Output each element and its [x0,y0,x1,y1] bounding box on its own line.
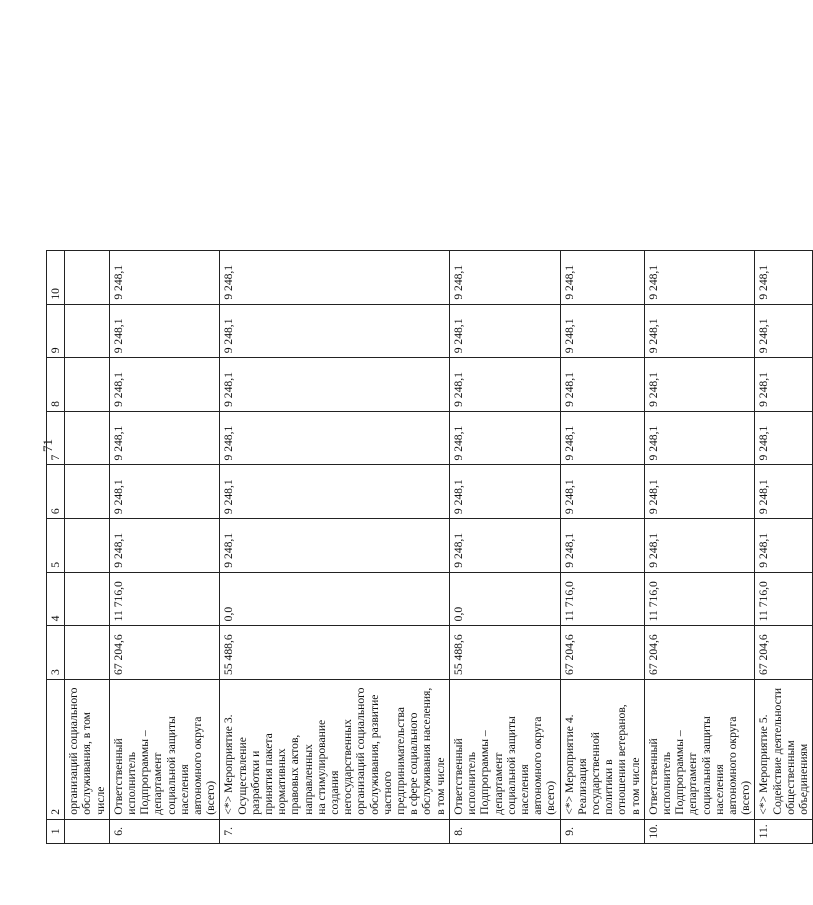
cell-value: 9 248,1 [755,411,813,465]
cell-value: 67 204,6 [755,626,813,680]
cell-value: 9 248,1 [109,411,220,465]
cell-value: 9 248,1 [220,465,449,519]
cell-value: 9 248,1 [644,519,755,573]
cell-value: 9 248,1 [560,251,644,305]
cell-value: 9 248,1 [109,251,220,305]
budget-table [46,250,813,844]
table-row [560,251,644,844]
header-col-9: 9 [47,304,65,358]
cell-value: 9 248,1 [449,519,560,573]
row-name: <*> Мероприятие 3. Осуществление разработки и принятия пакета нормативных правовых актов, направленных на стимулирование создания негосударственных организаций социального обслуживания, развитие частного предпринимательства в сфере социального обслуживания населения, в том числе [220,679,449,819]
table-row [644,251,755,844]
cell-value: 11 716,0 [109,572,220,626]
cell-value: 9 248,1 [109,358,220,412]
header-col-8: 8 [47,358,65,412]
cell-value [65,465,110,519]
cell-value: 11 716,0 [560,572,644,626]
cell-value: 9 248,1 [560,358,644,412]
cell-value: 9 248,1 [220,251,449,305]
header-col-7: 7 [47,411,65,465]
cell-value [65,519,110,573]
cell-value: 9 248,1 [755,519,813,573]
cell-value: 9 248,1 [220,411,449,465]
cell-value: 55 488,6 [449,626,560,680]
cell-value: 9 248,1 [109,519,220,573]
cell-value [65,358,110,412]
row-name: организаций социального обслуживания, в том числе [65,679,110,819]
cell-value: 67 204,6 [560,626,644,680]
table-header-row [47,251,65,844]
cell-value: 0,0 [449,572,560,626]
row-number: 8. [449,819,560,843]
cell-value: 67 204,6 [644,626,755,680]
table-row [755,251,813,844]
cell-value: 9 248,1 [109,304,220,358]
cell-value: 9 248,1 [755,251,813,305]
cell-value: 11 716,0 [644,572,755,626]
cell-value: 9 248,1 [755,358,813,412]
header-col-10: 10 [47,251,65,305]
table-row [65,251,110,844]
cell-value [65,572,110,626]
row-name: Ответственный исполнитель Подпрограммы – департамент социальной защиты населения автономного округа (всего) [109,679,220,819]
row-name: <*> Мероприятие 5. Содействие деятельности общественным объединениям [755,679,813,819]
cell-value: 9 248,1 [109,465,220,519]
header-col-3: 3 [47,626,65,680]
cell-value: 9 248,1 [560,465,644,519]
cell-value: 9 248,1 [644,251,755,305]
cell-value [65,251,110,305]
cell-value: 9 248,1 [644,411,755,465]
cell-value: 9 248,1 [755,304,813,358]
cell-value: 9 248,1 [220,304,449,358]
row-number: 9. [560,819,644,843]
row-number: 6. [109,819,220,843]
row-name: Ответственный исполнитель Подпрограммы – департамент социальной защиты населения автономного округа (всего) [644,679,755,819]
page-number: 71 [40,439,55,452]
cell-value: 67 204,6 [109,626,220,680]
header-col-4: 4 [47,572,65,626]
cell-value: 11 716,0 [755,572,813,626]
cell-value: 9 248,1 [449,465,560,519]
cell-value: 0,0 [220,572,449,626]
row-number: 7. [220,819,449,843]
cell-value: 55 488,6 [220,626,449,680]
cell-value [65,411,110,465]
cell-value: 9 248,1 [560,411,644,465]
budget-table-wrapper [46,250,813,844]
header-col-6: 6 [47,465,65,519]
row-number: 10. [644,819,755,843]
table-row [109,251,220,844]
table-row [449,251,560,844]
cell-value: 9 248,1 [449,411,560,465]
table-row [220,251,449,844]
cell-value: 9 248,1 [560,304,644,358]
cell-value: 9 248,1 [560,519,644,573]
cell-value: 9 248,1 [644,358,755,412]
cell-value: 9 248,1 [220,358,449,412]
cell-value: 9 248,1 [449,304,560,358]
cell-value: 9 248,1 [644,304,755,358]
row-number [65,819,110,843]
cell-value: 9 248,1 [220,519,449,573]
cell-value: 9 248,1 [449,251,560,305]
cell-value: 9 248,1 [644,465,755,519]
header-col-5: 5 [47,519,65,573]
row-number: 11. [755,819,813,843]
header-col-2: 2 [47,679,65,819]
cell-value [65,626,110,680]
cell-value: 9 248,1 [449,358,560,412]
header-col-1: 1 [47,819,65,843]
row-name: <*> Мероприятие 4. Реализация государственной политики в отношении ветеранов, в том числе [560,679,644,819]
row-name: Ответственный исполнитель Подпрограммы – департамент социальной защиты населения автономного округа (всего) [449,679,560,819]
cell-value [65,304,110,358]
cell-value: 9 248,1 [755,465,813,519]
